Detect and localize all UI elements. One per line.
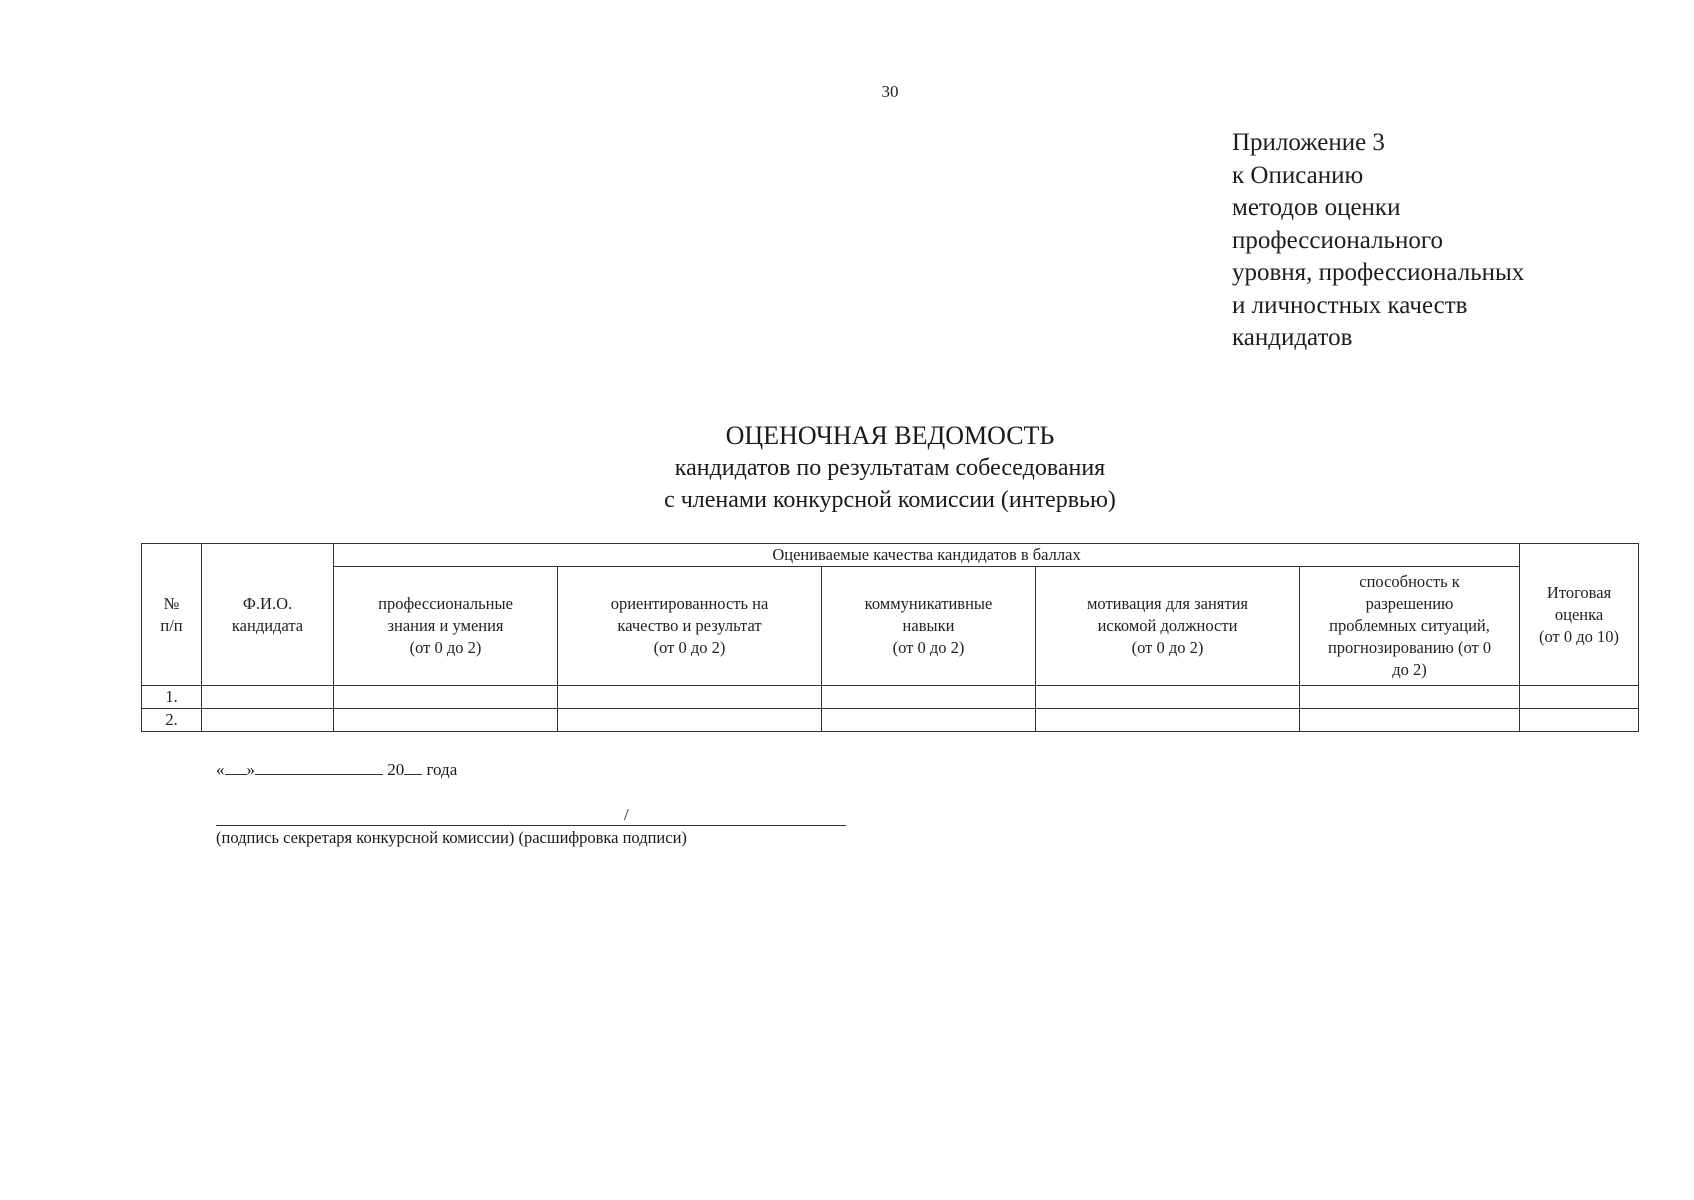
- header-group-qualities: Оцениваемые качества кандидатов в баллах: [334, 544, 1520, 567]
- row-number: 1.: [142, 686, 202, 709]
- table-cell: [558, 709, 822, 732]
- appendix-line: уровня, профессиональных: [1232, 259, 1525, 286]
- header-text: проблемных ситуаций,: [1329, 616, 1490, 635]
- header-text: искомой должности: [1097, 616, 1238, 635]
- evaluation-table: [141, 543, 1639, 732]
- header-text: (от 0 до 2): [653, 638, 726, 657]
- table-cell: [1520, 686, 1639, 709]
- table-cell: [1520, 709, 1639, 732]
- header-text: качество и результат: [617, 616, 762, 635]
- header-text: способность к: [1359, 572, 1460, 591]
- header-number: [142, 544, 202, 686]
- table-row: [142, 709, 1639, 732]
- table-cell: [202, 709, 334, 732]
- header-text: Итоговая: [1546, 582, 1612, 602]
- header-criterion-professional-knowledge: [334, 567, 558, 686]
- appendix-note: [1232, 127, 1524, 355]
- appendix-line: методов оценки: [1232, 194, 1401, 221]
- table-cell: [558, 686, 822, 709]
- appendix-line: к Описанию: [1232, 161, 1364, 189]
- table-cell: [822, 709, 1036, 732]
- header-text: знания и умения: [387, 616, 504, 635]
- appendix-line: Приложение 3: [1232, 129, 1385, 156]
- header-text: Ф.И.О.: [242, 593, 293, 613]
- header-text: (от 0 до 2): [409, 638, 482, 657]
- title-subtitle: с членами конкурсной комиссии (интервью): [664, 487, 1116, 513]
- table-row: [142, 686, 1639, 709]
- header-text: №: [163, 593, 180, 613]
- header-text: (от 0 до 2): [892, 638, 965, 657]
- title-main: ОЦЕНОЧНАЯ ВЕДОМОСТЬ: [725, 421, 1055, 450]
- year-suffix: года: [426, 760, 458, 779]
- header-text: разрешению: [1365, 594, 1454, 613]
- header-text: оценка: [1554, 604, 1604, 624]
- quote-open: «: [216, 760, 225, 779]
- year-prefix: 20: [387, 760, 405, 779]
- month-blank: [255, 758, 383, 775]
- header-text: п/п: [160, 615, 183, 635]
- header-text: до 2): [1392, 660, 1427, 679]
- table-cell: [202, 686, 334, 709]
- header-text: (от 0 до 2): [1131, 638, 1204, 657]
- signature-line: [216, 803, 846, 826]
- header-text: навыки: [902, 616, 955, 635]
- header-criterion-motivation: [1036, 567, 1300, 686]
- day-blank: [225, 758, 247, 775]
- header-text: (от 0 до 10): [1539, 626, 1620, 646]
- header-text: кандидата: [231, 615, 304, 635]
- header-text: прогнозированию (от 0: [1327, 638, 1492, 657]
- table-cell: [1036, 709, 1300, 732]
- year-blank: [404, 758, 422, 775]
- date-line: [216, 758, 457, 780]
- header-text: профессиональные: [378, 594, 513, 613]
- header-criterion-communication: [822, 567, 1036, 686]
- signature-separator: /: [624, 805, 629, 824]
- table-cell: [1036, 686, 1300, 709]
- table-cell: [822, 686, 1036, 709]
- table-cell: [1300, 686, 1520, 709]
- header-criterion-problem-solving: [1300, 567, 1520, 686]
- appendix-line: и личностных качеств: [1232, 291, 1468, 319]
- header-text: мотивация для занятия: [1086, 594, 1249, 613]
- header-text: коммуникативные: [864, 594, 993, 613]
- row-number: 2.: [142, 709, 202, 732]
- header-total-score: [1520, 544, 1639, 686]
- header-criterion-result-orientation: [558, 567, 822, 686]
- table-cell: [334, 709, 558, 732]
- quote-close: »: [246, 760, 255, 779]
- title-subtitle: кандидатов по результатам собеседования: [674, 455, 1106, 481]
- document-title: [600, 420, 1180, 516]
- table-cell: [1300, 709, 1520, 732]
- page-number: 30: [881, 82, 899, 101]
- header-text: ориентированность на: [610, 594, 769, 613]
- appendix-line: кандидатов: [1232, 324, 1353, 351]
- header-candidate-name: [202, 544, 334, 686]
- signature-caption: (подпись секретаря конкурсной комиссии) (расшифровка подписи): [216, 828, 687, 847]
- appendix-line: профессионального: [1232, 226, 1443, 254]
- table-cell: [334, 686, 558, 709]
